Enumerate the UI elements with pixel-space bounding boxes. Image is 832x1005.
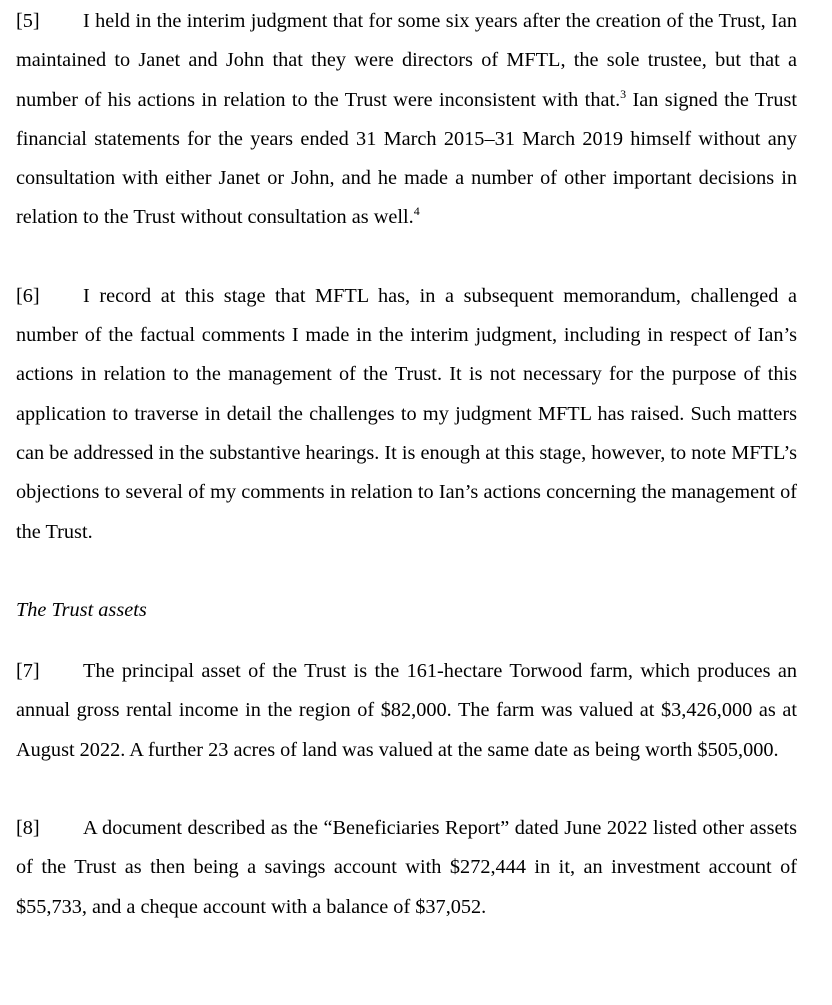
paragraph-text: I record at this stage that MFTL has, in a subsequent memorandum, challenged a number of the factual comments I made in the interim judgment, including in respect of Ian’s actions in relation to the management of the Trust. It is not necessary for the purpose of this application to traverse in detail the challenges to my judgment MFTL has raised. Such matters can be addressed in the substantive hearings. It is enough at this stage, however, to note MFTL’s objections to several of my comments in relation to Ian’s actions concerning the management of the Trust. [16, 284, 797, 543]
paragraph-number: [8] [16, 817, 40, 840]
paragraph-number: [7] [16, 660, 40, 683]
footnote-ref-4[interactable]: 4 [413, 204, 420, 219]
paragraph-5 [16, 2, 797, 238]
paragraph-7 [16, 652, 797, 770]
paragraph-number: [6] [16, 284, 40, 307]
paragraph-text-continued: Ian signed the Trust financial statements for the years ended 31 March 2015–31 March 2019 himself without any consultation with either Janet or John, and he made a number of other important decisions in relation to the Trust without consultation as well. [16, 88, 797, 229]
paragraph-text: A document described as the “Beneficiaries Report” dated June 2022 listed other assets of the Trust as then being a savings account with $272,444 in it, an investment account of $55,733, and a cheque account with a balance of $37,052. [16, 817, 797, 918]
paragraph-gap [16, 238, 797, 277]
paragraph-gap [16, 770, 797, 809]
paragraph-8 [16, 809, 797, 927]
paragraph-6 [16, 277, 797, 552]
paragraph-gap [16, 552, 797, 591]
document-page [16, 2, 797, 927]
footnote-ref-3[interactable]: 3 [620, 86, 627, 101]
paragraph-number: [5] [16, 10, 40, 32]
paragraph-text: The principal asset of the Trust is the 161-hectare Torwood farm, which produces an annual gross rental income in the region of $82,000. The farm was valued at $3,426,000 as at August 2022. A further 23 acres of land was valued at the same date as being worth $505,000. [16, 660, 797, 761]
paragraph-text: I held in the interim judgment that for some six years after the creation of the Trust, Ian maintained to Janet and John that they were directors of MFTL, the sole trustee, but that a number of his actions in relation to the Trust were inconsistent with that. [16, 10, 797, 111]
paragraph-gap [16, 630, 797, 652]
section-heading: The Trust assets [16, 598, 147, 621]
